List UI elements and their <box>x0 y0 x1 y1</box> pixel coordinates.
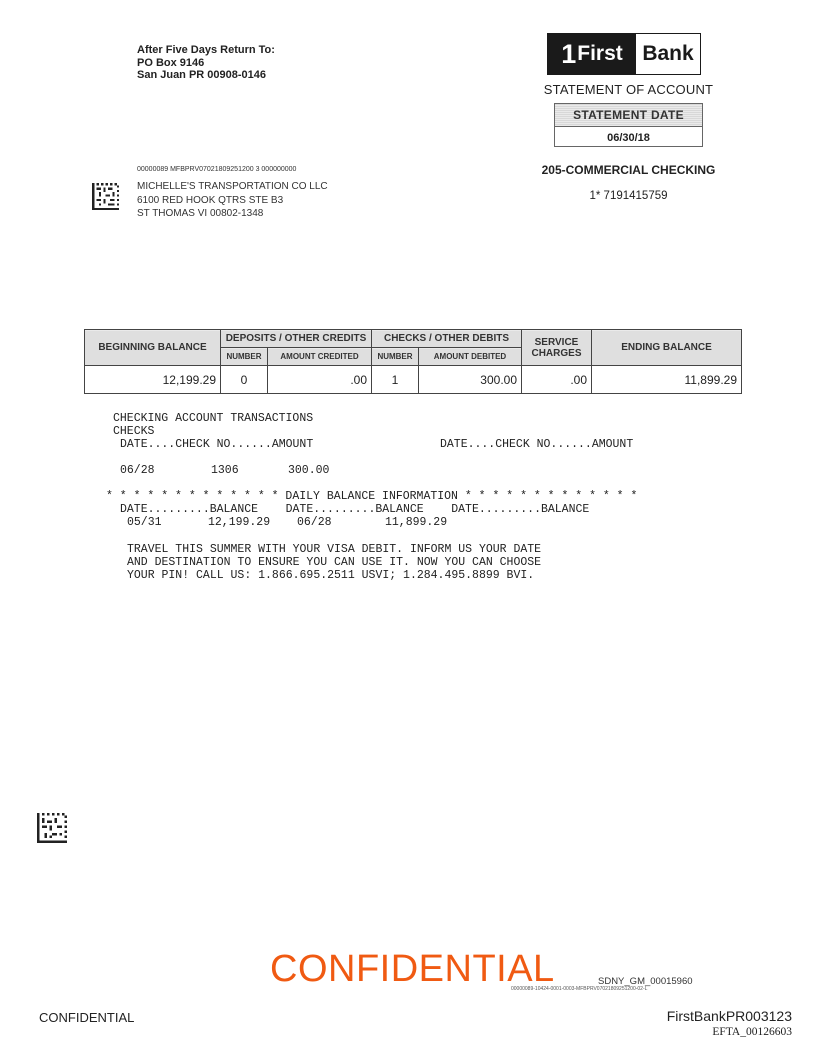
header-ending-balance: ENDING BALANCE <box>592 330 742 366</box>
logo-mark <box>548 34 636 74</box>
daily-date-2: 06/28 <box>297 516 332 529</box>
beginning-balance-value: 12,199.29 <box>85 366 221 394</box>
amount-debited-value: 300.00 <box>419 366 522 394</box>
checks-header-right: DATE....CHECK NO......AMOUNT <box>440 438 634 451</box>
footer-confidential: CONFIDENTIAL <box>39 1010 135 1025</box>
check-date: 06/28 <box>120 464 155 477</box>
daily-balance-1: 12,199.29 <box>208 516 271 529</box>
confidential-stamp: CONFIDENTIAL <box>270 948 555 990</box>
logo-bank: Bank <box>636 34 700 74</box>
message-line-3: YOUR PIN! CALL US: 1.866.695.2511 USVI; 1.284.495.8899 BVI. <box>127 569 535 582</box>
statement-title: STATEMENT OF ACCOUNT <box>543 82 714 97</box>
amount-credited-value: .00 <box>268 366 372 394</box>
account-type: 205-COMMERCIAL CHECKING <box>541 163 716 177</box>
mailing-street: 6100 RED HOOK QTRS STE B3 <box>137 194 284 206</box>
header-deposits-number: NUMBER <box>221 348 268 366</box>
mailing-name: MICHELLE'S TRANSPORTATION CO LLC <box>137 181 328 192</box>
transactions-title: CHECKING ACCOUNT TRANSACTIONS <box>113 412 314 425</box>
summary-row <box>85 366 742 394</box>
efta-number: EFTA_00126603 <box>712 1026 792 1038</box>
datamatrix-barcode-icon <box>37 813 67 843</box>
service-charges-value: .00 <box>522 366 592 394</box>
datamatrix-barcode-icon <box>92 183 119 210</box>
message-line-1: TRAVEL THIS SUMMER WITH YOUR VISA DEBIT. INFORM US YOUR DATE <box>127 543 542 556</box>
tracking-line: 00000089 MFBPRV07021809251200 3 000000000 <box>137 166 297 173</box>
statement-date-box <box>554 103 703 147</box>
daily-date-1: 05/31 <box>127 516 162 529</box>
return-line-1: After Five Days Return To: <box>137 44 275 56</box>
header-service: SERVICE <box>534 336 579 348</box>
bates-number: FirstBankPR003123 <box>666 1008 792 1024</box>
statement-date-value: 06/30/18 <box>607 131 650 144</box>
daily-balance-banner: * * * * * * * * * * * * * DAILY BALANCE INFORMATION * * * * * * * * * * * * * <box>106 490 638 503</box>
account-summary-table <box>84 329 742 394</box>
ending-balance-value: 11,899.29 <box>592 366 742 394</box>
header-amount-credited: AMOUNT CREDITED <box>268 348 372 366</box>
deposits-number-value: 0 <box>221 366 268 394</box>
small-tracking: 00000089-10424-0001-0003-MFBPRV07021809251200-02-L <box>511 986 648 992</box>
bank-logo <box>547 33 701 75</box>
message-line-2: AND DESTINATION TO ENSURE YOU CAN USE IT. NOW YOU CAN CHOOSE <box>127 556 542 569</box>
sdny-id: SDNY_GM_00015960 <box>598 976 693 987</box>
account-number: 1* 7191415759 <box>589 190 668 202</box>
header-checks-number: NUMBER <box>372 348 419 366</box>
logo-numeral: 1 <box>561 38 576 69</box>
header-deposits: DEPOSITS / OTHER CREDITS <box>221 330 372 348</box>
header-checks: CHECKS / OTHER DEBITS <box>372 330 522 348</box>
header-beginning-balance: BEGINNING BALANCE <box>85 330 221 366</box>
logo-first: First <box>577 42 623 65</box>
checks-number-value: 1 <box>372 366 419 394</box>
mailing-city: ST THOMAS VI 00802-1348 <box>137 208 264 219</box>
return-line-3: San Juan PR 00908-0146 <box>137 69 267 81</box>
checks-subtitle: CHECKS <box>113 425 155 438</box>
check-amount: 300.00 <box>288 464 330 477</box>
return-address <box>137 44 275 82</box>
return-line-2: PO Box 9146 <box>137 56 205 69</box>
daily-balance-header: DATE.........BALANCE DATE.........BALANCE DATE.........BALANCE <box>120 503 590 516</box>
check-number: 1306 <box>211 464 239 477</box>
statement-date-label: STATEMENT DATE <box>555 104 702 127</box>
checks-header-left: DATE....CHECK NO......AMOUNT <box>120 438 314 451</box>
daily-balance-2: 11,899.29 <box>385 516 448 529</box>
header-charges: CHARGES <box>531 347 582 359</box>
header-service-charges <box>522 330 592 366</box>
header-amount-debited: AMOUNT DEBITED <box>419 348 522 366</box>
mailing-address <box>137 180 328 221</box>
